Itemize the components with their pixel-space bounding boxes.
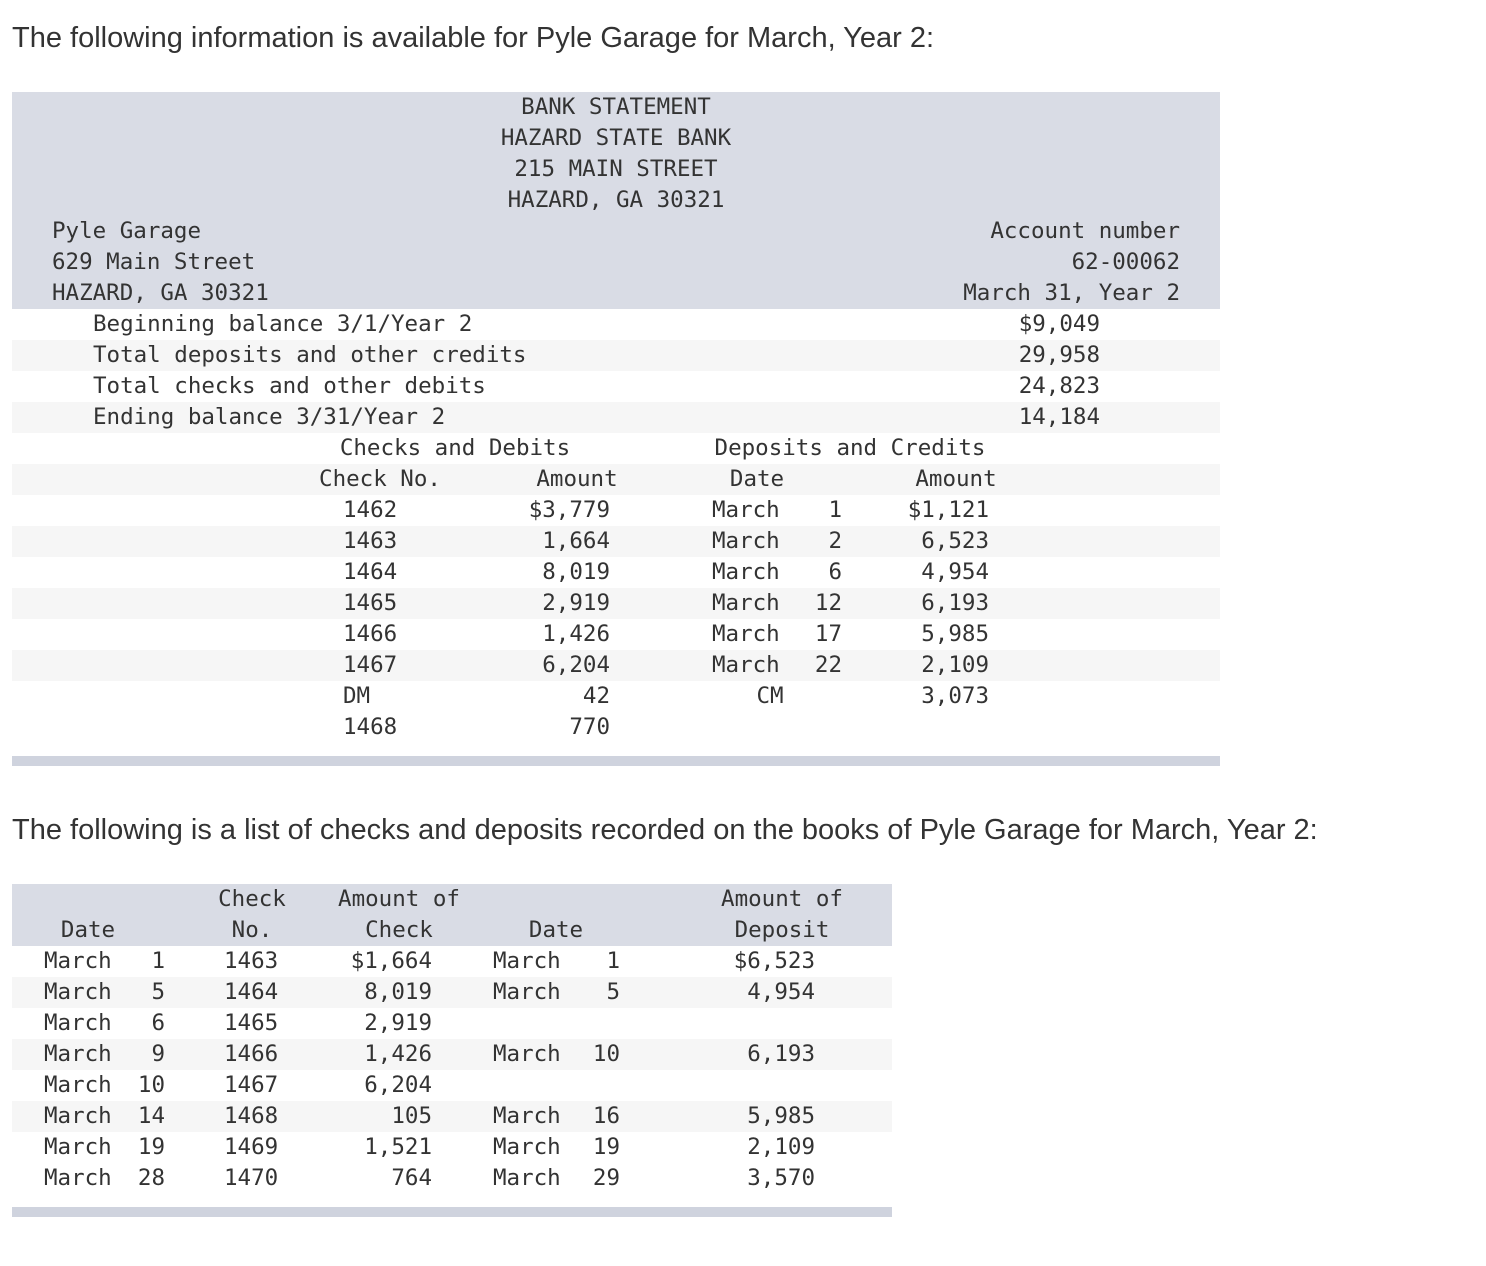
column-header-amount-of: Amount of (338, 886, 460, 912)
check-amount: $3,779 (528, 497, 610, 523)
deposit-amount: 4,954 (747, 979, 815, 1005)
table-bottom-rule (12, 756, 1220, 766)
check-date-day: 14 (137, 1103, 165, 1129)
check-amount: 1,521 (364, 1134, 432, 1160)
check-number: 1463 (343, 528, 398, 554)
deposit-date-month: March (493, 948, 561, 974)
column-header-date: Date (60, 917, 116, 943)
check-number: 1464 (224, 979, 279, 1005)
deposit-date-day: 5 (606, 979, 620, 1005)
deposit-date-month: March (493, 1134, 561, 1160)
summary-label: Total deposits and other credits (93, 342, 527, 368)
check-number: 1465 (224, 1010, 279, 1036)
check-number: 1464 (343, 559, 398, 585)
summary-value: 29,958 (1018, 342, 1100, 368)
check-amount: 6,204 (364, 1072, 432, 1098)
check-date-day: 28 (137, 1165, 165, 1191)
summary-label: Ending balance 3/31/Year 2 (93, 404, 446, 430)
check-date-month: March (44, 1165, 112, 1191)
deposits-credits-group-header: Deposits and Credits (714, 435, 986, 461)
column-header-deposit-date: Date (528, 917, 584, 943)
check-date-month: March (44, 948, 112, 974)
deposit-amount: 2,109 (921, 652, 989, 678)
deposit-month: March (712, 528, 780, 554)
summary-value: 14,184 (1018, 404, 1100, 430)
check-number: 1469 (224, 1134, 279, 1160)
check-amount: 1,426 (542, 621, 610, 647)
deposit-date-month: March (493, 1165, 561, 1191)
deposit-amount: 2,109 (747, 1134, 815, 1160)
customer-city: HAZARD, GA 30321 (52, 280, 269, 306)
deposit-date-day: 16 (592, 1103, 620, 1129)
deposit-amount: 6,523 (921, 528, 989, 554)
bank-street: 215 MAIN STREET (514, 156, 718, 182)
column-header-check-no: Check No. (319, 466, 441, 492)
deposit-month: March (712, 652, 780, 678)
column-header-no: No. (231, 917, 273, 943)
deposit-month: March (712, 590, 780, 616)
check-date-day: 19 (137, 1134, 165, 1160)
check-number: 1467 (343, 652, 398, 678)
check-number: 1466 (343, 621, 398, 647)
deposit-day: 6 (828, 559, 842, 585)
summary-label: Beginning balance 3/1/Year 2 (93, 311, 473, 337)
check-amount: 770 (569, 714, 610, 740)
summary-label: Total checks and other debits (93, 373, 486, 399)
customer-name: Pyle Garage (52, 218, 202, 244)
intro-text-books: The following is a list of checks and deposits recorded on the books of Pyle Garage for March, Year 2: (12, 814, 1318, 846)
statement-date: March 31, Year 2 (963, 280, 1180, 306)
credit-memo-label: CM (756, 683, 784, 709)
deposit-amount: 6,193 (747, 1041, 815, 1067)
intro-text-bank-statement: The following information is available for Pyle Garage for March, Year 2: (12, 22, 935, 54)
column-header-deposit-amount: Amount (915, 466, 997, 492)
debit-memo-label: DM (343, 683, 371, 709)
check-date-month: March (44, 1041, 112, 1067)
deposit-date-month: March (493, 1041, 561, 1067)
bank-city: HAZARD, GA 30321 (507, 187, 725, 213)
check-amount: $1,664 (350, 948, 432, 974)
column-header-date: Date (729, 466, 785, 492)
deposit-date-day: 10 (592, 1041, 620, 1067)
bank-statement-title: BANK STATEMENT (521, 94, 711, 120)
deposit-date-day: 1 (606, 948, 620, 974)
deposit-amount: 3,073 (921, 683, 989, 709)
check-date-month: March (44, 1010, 112, 1036)
check-date-day: 5 (151, 979, 165, 1005)
customer-street: 629 Main Street (52, 249, 256, 275)
check-number: 1466 (224, 1041, 279, 1067)
deposit-month: March (712, 497, 780, 523)
column-header-amount: Amount (536, 466, 618, 492)
deposit-date-day: 29 (592, 1165, 620, 1191)
deposit-amount: 4,954 (921, 559, 989, 585)
deposit-amount: 5,985 (747, 1103, 815, 1129)
table-row-shade (12, 588, 1220, 619)
deposit-amount: $6,523 (733, 948, 815, 974)
check-number: 1470 (224, 1165, 279, 1191)
column-header-check-amount: Check (365, 917, 433, 943)
account-number: 62-00062 (1071, 249, 1180, 275)
deposit-day: 2 (828, 528, 842, 554)
check-number: 1467 (224, 1072, 279, 1098)
deposit-date-month: March (493, 1103, 561, 1129)
deposit-date-day: 19 (592, 1134, 620, 1160)
check-number: 1468 (224, 1103, 279, 1129)
column-header-amount-of: Amount of (721, 886, 843, 912)
checks-debits-group-header: Checks and Debits (339, 435, 571, 461)
check-date-month: March (44, 1072, 112, 1098)
check-number: 1463 (224, 948, 279, 974)
check-date-month: March (44, 979, 112, 1005)
check-amount: 1,426 (364, 1041, 432, 1067)
deposit-day: 12 (814, 590, 842, 616)
check-date-day: 6 (151, 1010, 165, 1036)
column-header-check: Check (218, 886, 286, 912)
check-date-month: March (44, 1134, 112, 1160)
bank-name: HAZARD STATE BANK (500, 125, 732, 151)
table-row-shade (12, 526, 1220, 557)
deposit-day: 17 (814, 621, 842, 647)
check-amount: 105 (391, 1103, 432, 1129)
summary-value: 24,823 (1018, 373, 1100, 399)
check-number: 1465 (343, 590, 398, 616)
table-bottom-rule (12, 1207, 892, 1217)
summary-value: $9,049 (1018, 311, 1100, 337)
deposit-month: March (712, 621, 780, 647)
check-amount: 1,664 (542, 528, 610, 554)
column-header-deposit: Deposit (734, 917, 830, 943)
check-date-day: 9 (151, 1041, 165, 1067)
check-date-day: 1 (151, 948, 165, 974)
check-amount: 8,019 (542, 559, 610, 585)
check-amount: 8,019 (364, 979, 432, 1005)
deposit-day: 22 (814, 652, 842, 678)
deposit-amount: 5,985 (921, 621, 989, 647)
check-number: 1462 (343, 497, 398, 523)
check-number: 1468 (343, 714, 398, 740)
check-amount: 2,919 (364, 1010, 432, 1036)
deposit-date-month: March (493, 979, 561, 1005)
deposit-amount: 6,193 (921, 590, 989, 616)
check-amount: 764 (391, 1165, 432, 1191)
deposit-amount: 3,570 (747, 1165, 815, 1191)
check-amount: 42 (582, 683, 610, 709)
table-row-shade (12, 650, 1220, 681)
deposit-month: March (712, 559, 780, 585)
check-amount: 6,204 (542, 652, 610, 678)
check-amount: 2,919 (542, 590, 610, 616)
check-date-day: 10 (137, 1072, 165, 1098)
deposit-day: 1 (828, 497, 842, 523)
deposit-amount: $1,121 (907, 497, 989, 523)
account-number-label: Account number (990, 218, 1180, 244)
check-date-month: March (44, 1103, 112, 1129)
